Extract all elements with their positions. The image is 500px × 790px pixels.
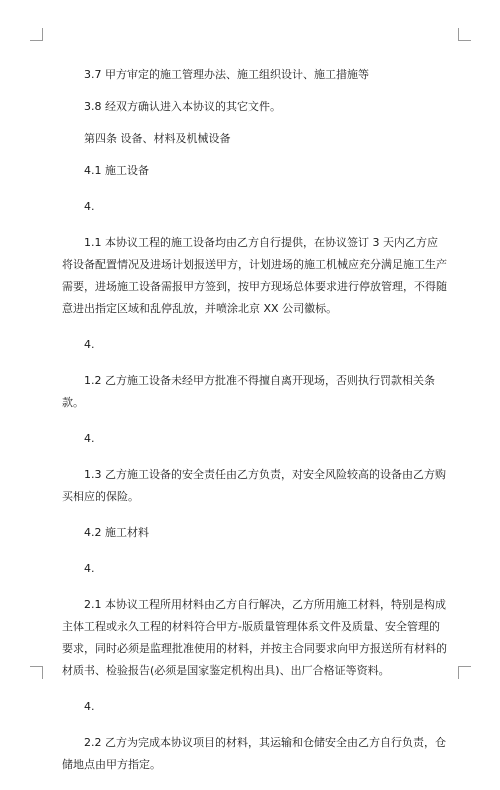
crop-mark-bottom-left <box>30 666 43 679</box>
paragraph-2-1: 2.1 本协议工程所用材料由乙方自行解决，乙方所用施工材料，特别是构成主体工程或永久工程的材料符合甲方-版质量管理体系文件及质量、安全管理的要求，同时必须是监理批准使用的材料，并按主合同要求向甲方报送所有材料的材质书、检验报告(必须是国家鉴定机构出具)、出厂合格证等资料。 <box>62 598 447 677</box>
paragraph-number: 4. <box>84 338 95 351</box>
paragraph-number: 4. <box>84 200 95 213</box>
section-4-1-heading: 4.1 施工设备 <box>84 164 149 177</box>
paragraph-number: 4. <box>84 432 95 445</box>
crop-mark-top-right <box>458 28 471 41</box>
paragraph-number: 4. <box>84 700 95 713</box>
paragraph-1-3: 1.3 乙方施工设备的安全责任由乙方负责，对安全风险较高的设备由乙方购买相应的保险。 <box>62 468 446 503</box>
paragraph-1-1: 1.1 本协议工程的施工设备均由乙方自行提供，在协议签订 3 天内乙方应将设备配置情况及进场计划报送甲方，计划进场的施工机械应充分满足施工生产需要，进场施工设备需报甲方签到，按甲方现场总体要求进行停放管理，不得随意进出指定区域和乱停乱放，并喷涂北京 XX 公司徽标。 <box>62 236 447 315</box>
paragraph-number: 4. <box>84 562 95 575</box>
section-4-2-heading: 4.2 施工材料 <box>84 526 149 539</box>
crop-mark-bottom-right <box>458 666 471 679</box>
crop-mark-top-left <box>30 28 43 41</box>
paragraph-3-7: 3.7 甲方审定的施工管理办法、施工组织设计、施工措施等 <box>84 68 369 81</box>
paragraph-2-2: 2.2 乙方为完成本协议项目的材料，其运输和仓储安全由乙方自行负责，仓储地点由甲方指定。 <box>62 736 446 771</box>
paragraph-3-8: 3.8 经双方确认进入本协议的其它文件。 <box>84 100 281 113</box>
document-body <box>62 64 448 790</box>
article-4-heading: 第四条 设备、材料及机械设备 <box>84 132 231 145</box>
paragraph-1-2: 1.2 乙方施工设备未经甲方批准不得擅自离开现场，否则执行罚款相关条款。 <box>62 374 435 409</box>
